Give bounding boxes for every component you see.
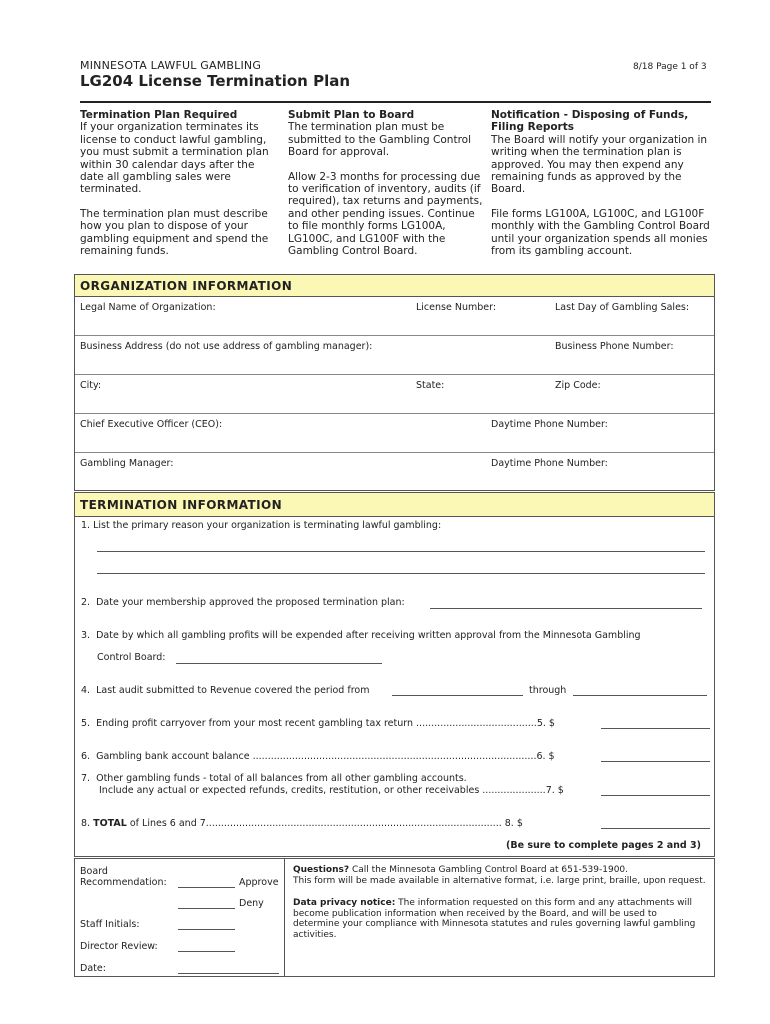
q6-amount-line[interactable] xyxy=(601,761,710,762)
intro-col-submit xyxy=(288,109,486,269)
q2-answer-line[interactable] xyxy=(430,608,702,609)
org-info-section xyxy=(74,274,715,491)
term-info-heading: TERMINATION INFORMATION xyxy=(75,493,714,517)
org-row-address[interactable] xyxy=(75,336,714,375)
intro-col1-p1: If your organization terminates its license to conduct lawful gambling, you must submit a termination plan within 30 calendar days after the date all gambling sales were terminated. xyxy=(80,121,269,196)
deny-label: Deny xyxy=(239,898,264,909)
intro-col2-heading: Submit Plan to Board xyxy=(288,109,415,121)
q4-through-line[interactable] xyxy=(573,695,707,696)
question-8 xyxy=(81,818,523,830)
date-line[interactable] xyxy=(178,973,279,974)
question-1: 1. List the primary reason your organization is terminating lawful gambling: xyxy=(81,520,442,531)
org-row-manager[interactable] xyxy=(75,453,714,491)
staff-initials-line[interactable] xyxy=(178,929,235,930)
notices-box xyxy=(285,858,715,977)
director-review-line[interactable] xyxy=(178,951,235,952)
agency-name: MINNESOTA LAWFUL GAMBLING xyxy=(80,59,262,72)
q7-amount-line[interactable] xyxy=(601,795,710,796)
privacy-label: Data privacy notice: xyxy=(293,898,396,909)
intro-col-required xyxy=(80,109,280,269)
date-label: Date: xyxy=(80,963,106,974)
q8-total: TOTAL xyxy=(93,818,127,829)
intro-col3-heading: Notification - Disposing of Funds, Filing Reports xyxy=(491,109,689,134)
intro-col2-p1: The termination plan must be submitted to the Gambling Control Board for approval. xyxy=(288,121,471,159)
intro-col1-p2: The termination plan must describe how you plan to dispose of your gambling equipment and spend the remaining funds. xyxy=(80,207,269,258)
gm-phone-label: Daytime Phone Number: xyxy=(491,458,608,469)
recommendation-label: Recommendation: xyxy=(80,877,167,888)
q1-answer-line-1[interactable] xyxy=(97,551,705,552)
question-5: 5. Ending profit carryover from your most recent gambling tax return ........................................5. $ xyxy=(81,718,555,729)
staff-initials-label: Staff Initials: xyxy=(80,919,140,930)
gambling-manager-label: Gambling Manager: xyxy=(80,458,174,469)
question-4: 4. Last audit submitted to Revenue covered the period from xyxy=(81,685,370,696)
last-day-label: Last Day of Gambling Sales: xyxy=(555,302,690,313)
form-title: LG204 License Termination Plan xyxy=(80,72,351,90)
question-6: 6. Gambling bank account balance ..............................................................................................6. $ xyxy=(81,751,555,762)
q1-answer-line-2[interactable] xyxy=(97,573,705,574)
privacy-text: The information requested on this form and any attachments will become publication information when received by the Board, and will be used to determine your compliance with Minnesota statutes and rules governing lawful gambling activities. xyxy=(293,898,696,940)
questions-text: Call the Minnesota Gambling Control Board at 651-539-1900. xyxy=(349,865,629,875)
org-row-ceo[interactable] xyxy=(75,414,714,453)
intro-col1-heading: Termination Plan Required xyxy=(80,109,238,121)
q3-answer-line[interactable] xyxy=(176,663,382,664)
q8-rest: of Lines 6 and 7.................................................................................................. 8. $ xyxy=(126,818,523,829)
q8-amount-line[interactable] xyxy=(601,828,710,829)
privacy-notice xyxy=(293,898,706,940)
org-info-heading: ORGANIZATION INFORMATION xyxy=(75,275,714,297)
zip-label: Zip Code: xyxy=(555,380,601,391)
legal-name-label: Legal Name of Organization: xyxy=(80,302,216,313)
question-4-through: through xyxy=(529,685,567,696)
board-use-box xyxy=(74,858,285,977)
termination-info-section xyxy=(74,492,715,857)
deny-line[interactable] xyxy=(178,908,235,909)
state-label: State: xyxy=(416,380,445,391)
org-row-city[interactable] xyxy=(75,375,714,414)
alt-format-text: This form will be made available in alternative format, i.e. large print, braille, upon request. xyxy=(293,875,706,886)
business-address-label: Business Address (do not use address of gambling manager): xyxy=(80,341,373,352)
question-2: 2. Date your membership approved the proposed termination plan: xyxy=(81,597,405,608)
intro-col3-p1: The Board will notify your organization in writing when the termination plan is approved. You may then expend any remaining funds as approved by the Board. xyxy=(491,133,708,196)
page-info: 8/18 Page 1 of 3 xyxy=(633,62,707,72)
board-label: Board xyxy=(80,866,108,877)
q4-from-line[interactable] xyxy=(392,695,523,696)
approve-label: Approve xyxy=(239,877,279,888)
ceo-label: Chief Executive Officer (CEO): xyxy=(80,419,223,430)
approve-line[interactable] xyxy=(178,887,235,888)
q8-prefix: 8. xyxy=(81,818,91,829)
questions-label: Questions? xyxy=(293,865,350,875)
org-row-name[interactable] xyxy=(75,297,714,336)
question-7-cont: Include any actual or expected refunds, credits, restitution, or other receivables .....................7. $ xyxy=(99,785,564,796)
intro-col3-p2: File forms LG100A, LG100C, and LG100F monthly with the Gambling Control Board until your organization spends all monies from its gambling account. xyxy=(491,207,710,258)
ceo-phone-label: Daytime Phone Number: xyxy=(491,419,608,430)
reminder-note: (Be sure to complete pages 2 and 3) xyxy=(506,840,701,851)
city-label: City: xyxy=(80,380,102,391)
license-number-label: License Number: xyxy=(416,302,497,313)
intro-col-notification xyxy=(491,109,715,269)
intro-col2-p2: Allow 2-3 months for processing due to verification of inventory, audits (if required), tax returns and payments, and other pending issues. Continue to file monthly forms LG100A, LG100C, and LG100F with the Gambling Control Board. xyxy=(288,170,483,258)
q5-amount-line[interactable] xyxy=(601,728,710,729)
business-phone-label: Business Phone Number: xyxy=(555,341,674,352)
questions-notice xyxy=(293,865,706,886)
director-review-label: Director Review: xyxy=(80,941,158,952)
question-7: 7. Other gambling funds - total of all balances from all other gambling accounts. xyxy=(81,773,467,784)
question-3-cont: Control Board: xyxy=(97,652,166,663)
header-rule xyxy=(80,101,711,103)
question-3: 3. Date by which all gambling profits will be expended after receiving written approval from the Minnesota Gambling xyxy=(81,630,641,641)
